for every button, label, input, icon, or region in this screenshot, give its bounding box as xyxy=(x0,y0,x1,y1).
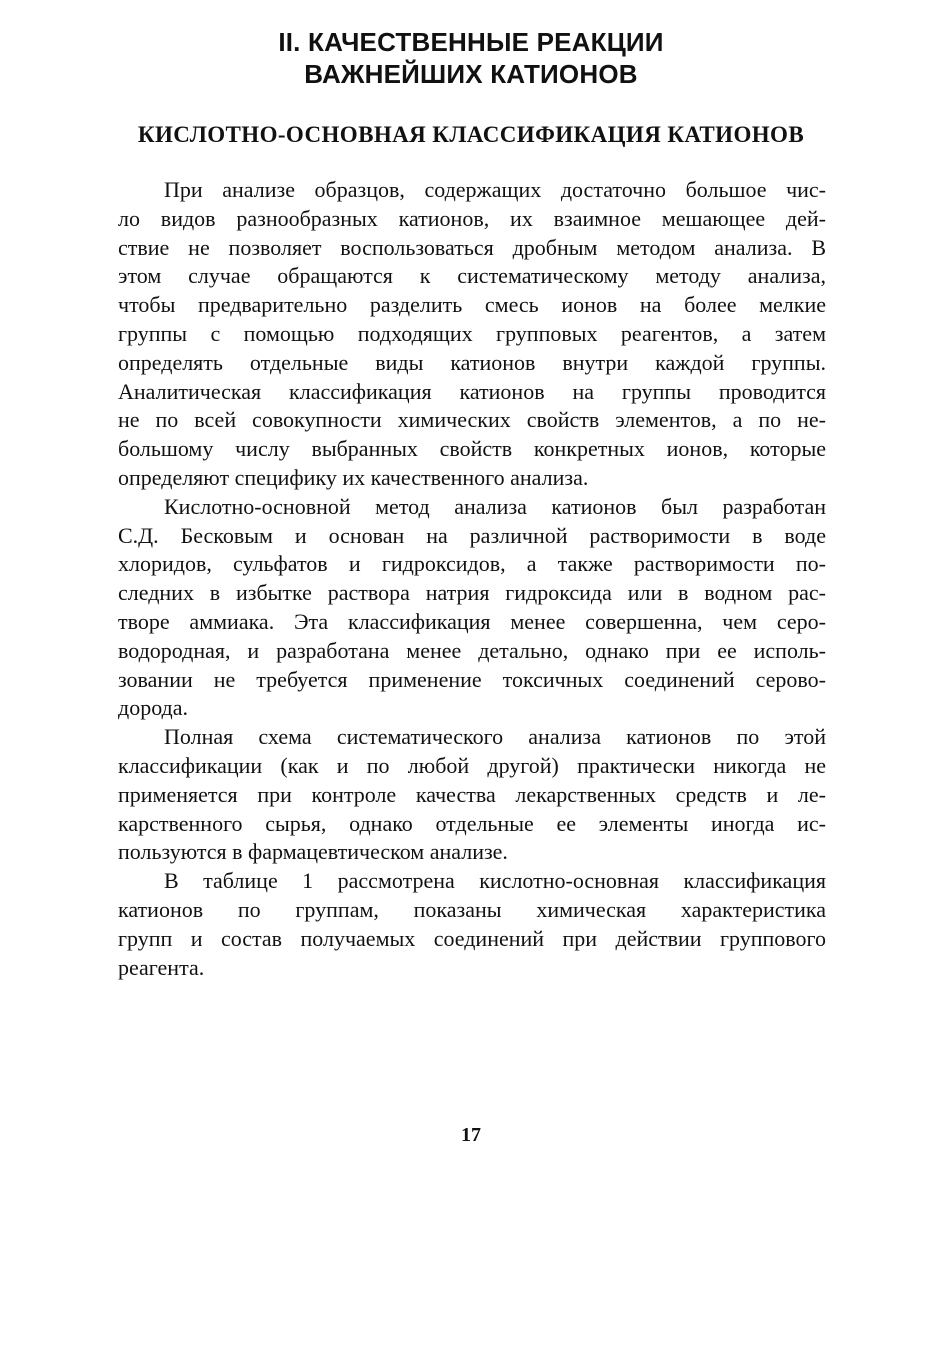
paragraph-line: зовании не требуется применение токсичных соединений серово- xyxy=(118,666,826,692)
paragraph-line: не по всей совокупности химических свойств элементов, а по не- xyxy=(118,407,826,433)
paragraph xyxy=(118,723,826,867)
paragraph-line: применяется при контроле качества лекарственных средств и ле- xyxy=(118,781,826,807)
paragraph-line: Аналитическая классификация катионов на группы проводится xyxy=(118,378,826,404)
paragraph-line: ло видов разнообразных катионов, их взаимное мешающее дей- xyxy=(118,205,826,231)
paragraph-line: водородная, и разработана менее детально, однако при ее исполь- xyxy=(118,637,826,663)
paragraph-line: реагента. xyxy=(118,954,205,980)
paragraph-line: этом случае обращаются к систематическому методу анализа, xyxy=(118,263,826,289)
paragraph-line: группы с помощью подходящих групповых реагентов, а затем xyxy=(118,320,826,346)
paragraph xyxy=(118,867,826,982)
paragraph-line: При анализе образцов, содержащих достаточно большое чис- xyxy=(164,177,826,202)
paragraph-line: пользуются в фармацевтическом анализе. xyxy=(118,839,508,865)
paragraph-line: ствие не позволяет воспользоваться дробным методом анализа. В xyxy=(118,234,826,260)
body-text xyxy=(118,176,826,982)
paragraph-line: хлоридов, сульфатов и гидроксидов, а также растворимости по- xyxy=(118,551,826,577)
chapter-title-line-2: ВАЖНЕЙШИХ КАТИОНОВ xyxy=(304,59,638,89)
paragraph-line: карственного сырья, однако отдельные ее элементы иногда ис- xyxy=(118,810,826,836)
paragraph-line: катионов по группам, показаны химическая характеристика xyxy=(118,896,826,922)
paragraph-line: чтобы предварительно разделить смесь ионов на более мелкие xyxy=(118,292,826,318)
paragraph-line: определяют специфику их качественного анализа. xyxy=(118,464,589,490)
paragraph-line: дорода. xyxy=(118,695,189,721)
page-number: 17 xyxy=(461,1124,481,1146)
paragraph-line: следних в избытке раствора натрия гидроксида или в водном рас- xyxy=(118,580,826,606)
paragraph-line: Полная схема систематического анализа катионов по этой xyxy=(164,724,826,750)
paragraph-line: классификации (как и по любой другой) практически никогда не xyxy=(118,752,826,778)
paragraph-line: групп и состав получаемых соединений при действии группового xyxy=(118,925,826,951)
chapter-title xyxy=(0,26,942,90)
section-title: КИСЛОТНО-ОСНОВНАЯ КЛАССИФИКАЦИЯ КАТИОНОВ xyxy=(137,122,805,147)
paragraph-line: В таблице 1 рассмотрена кислотно-основная классификация xyxy=(164,868,826,894)
paragraph-line: определять отдельные виды катионов внутри каждой группы. xyxy=(118,349,826,375)
paragraph xyxy=(118,176,826,493)
paragraph-line: С.Д. Бесковым и основан на различной растворимости в воде xyxy=(118,522,826,548)
paragraph-line: Кислотно-основной метод анализа катионов был разработан xyxy=(164,493,826,519)
paragraph-line: творе аммиака. Эта классификация менее совершенна, чем серо- xyxy=(118,608,826,634)
chapter-title-line-1: II. КАЧЕСТВЕННЫЕ РЕАКЦИИ xyxy=(278,27,664,57)
paragraph-line: большому числу выбранных свойств конкретных ионов, которые xyxy=(118,436,826,462)
paragraph xyxy=(118,493,826,723)
